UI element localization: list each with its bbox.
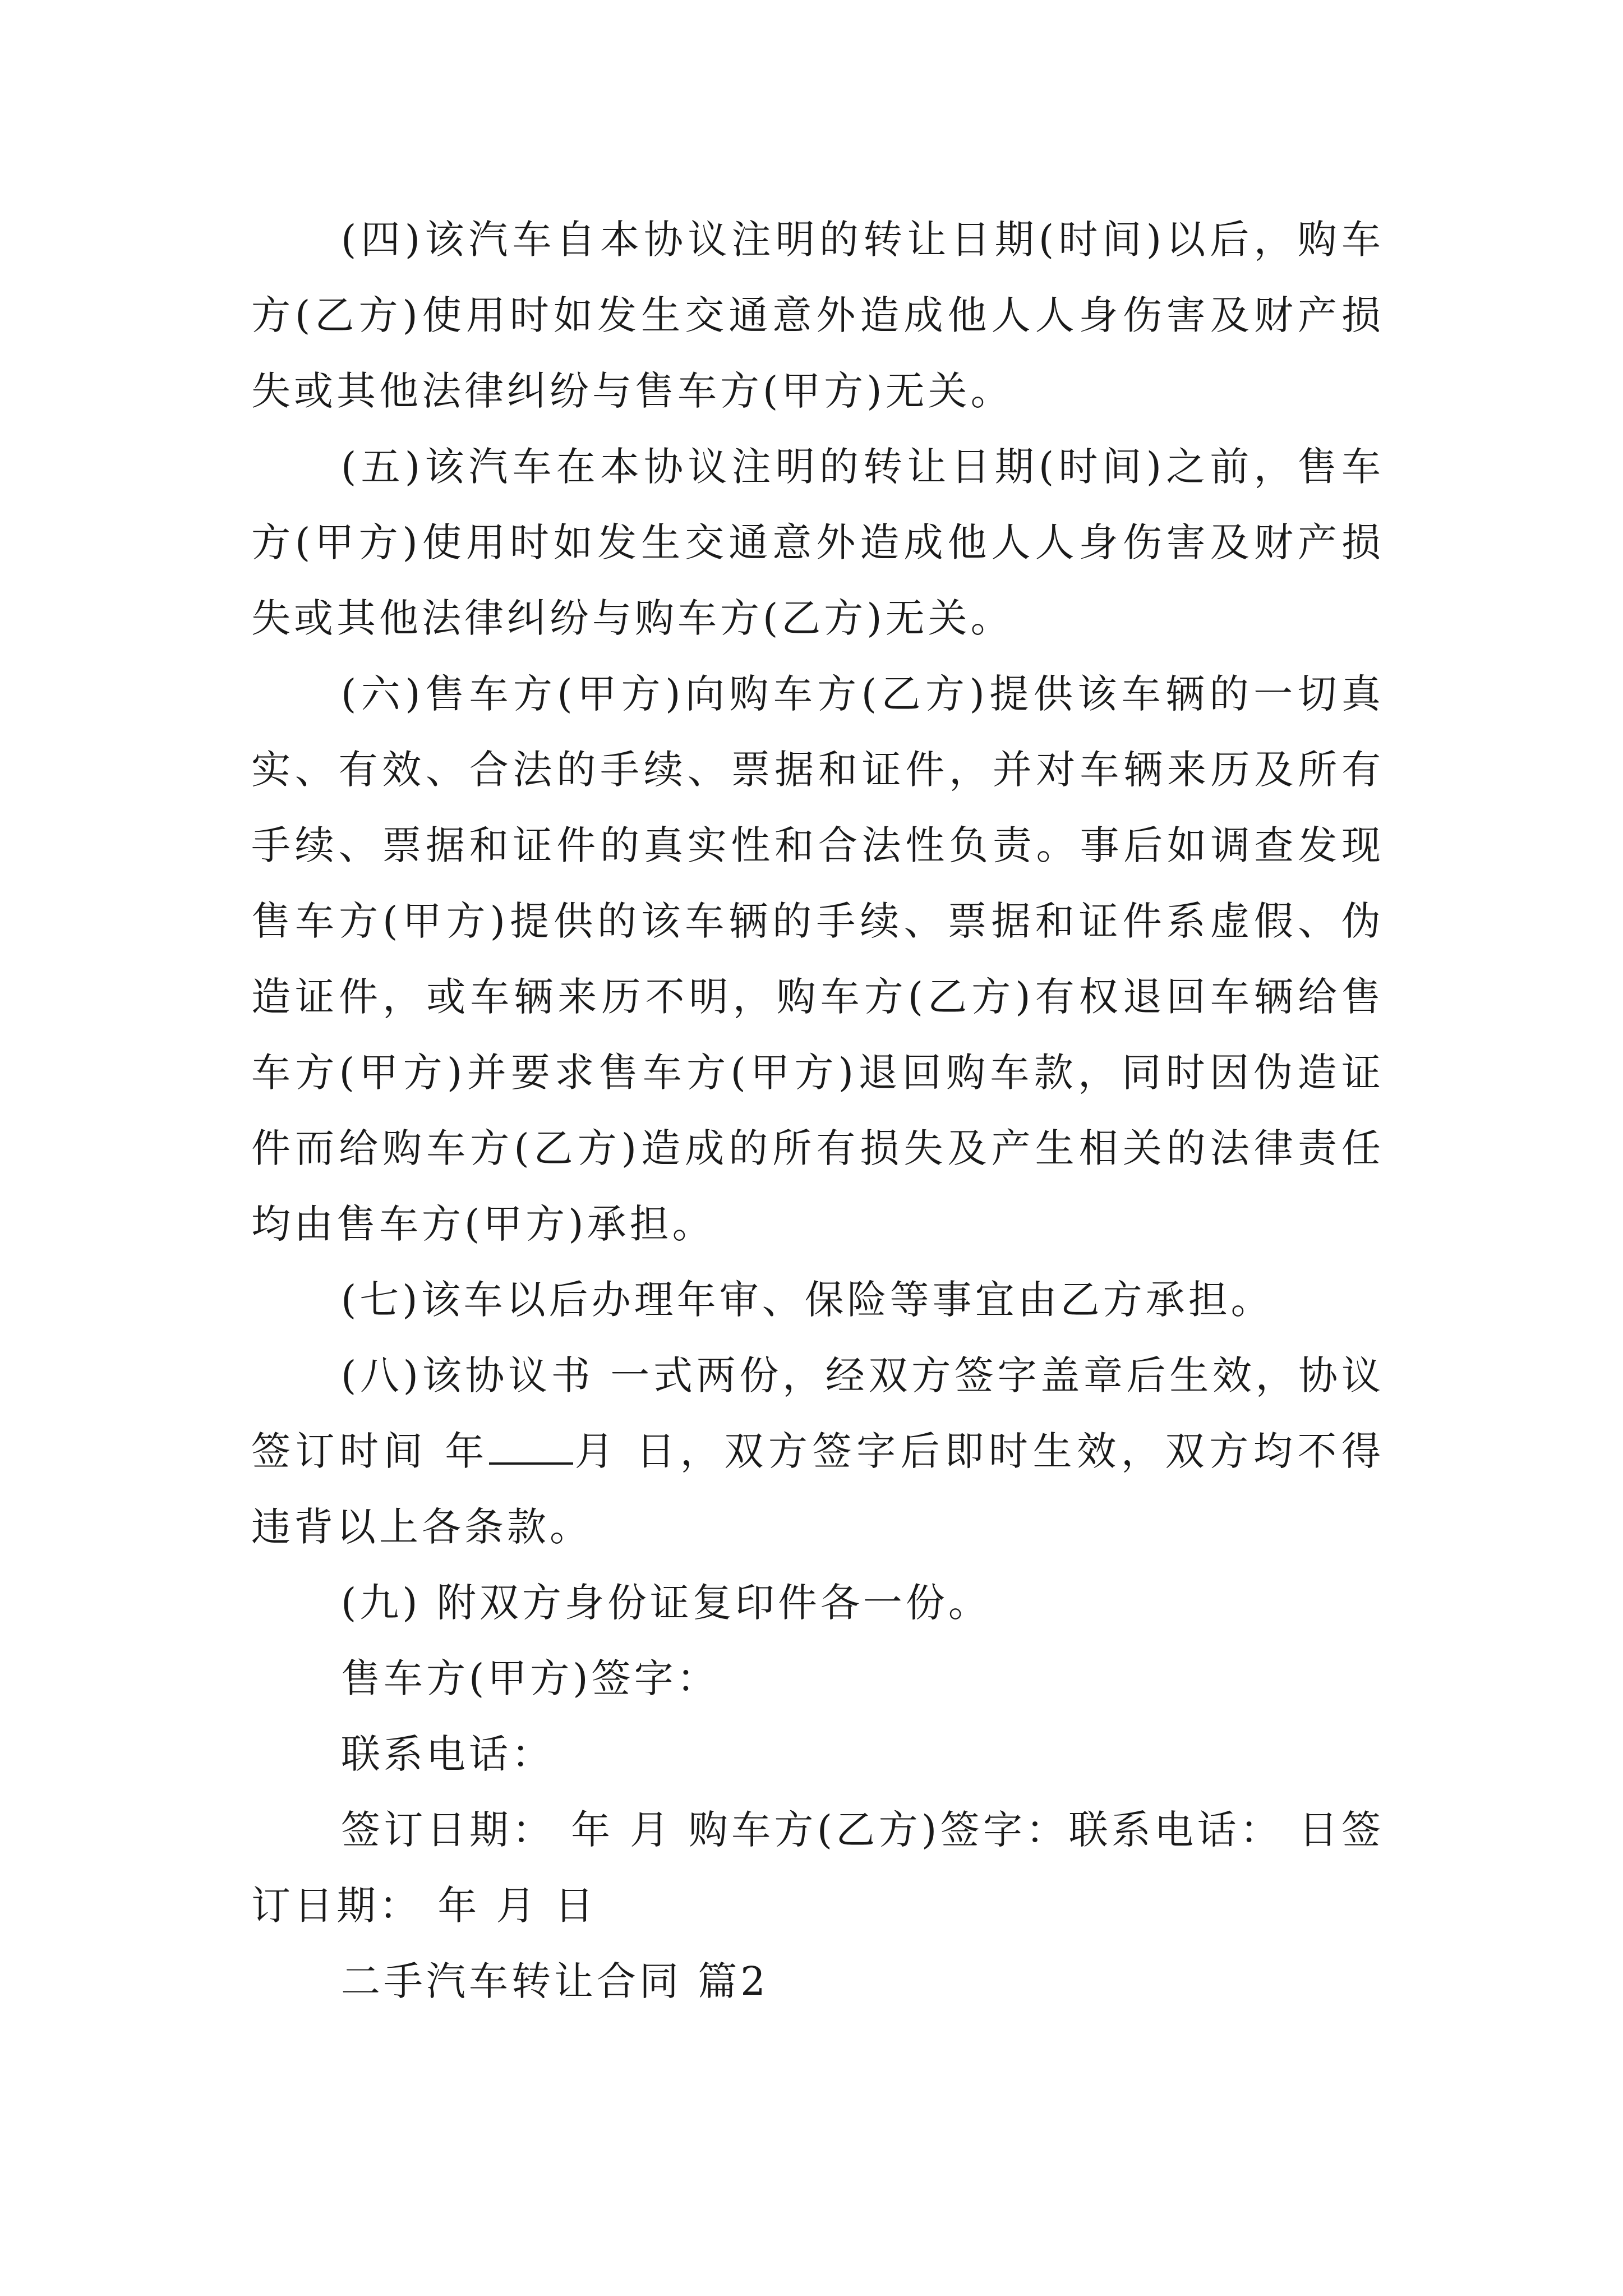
month-blank-line bbox=[489, 1429, 573, 1465]
clause-5: (五)该汽车在本协议注明的转让日期(时间)之前，售车方(甲方)使用时如发生交通意外造成他人人身伤害及财产损失或其他法律纠纷与购车方(乙方)无关。 bbox=[251, 444, 1384, 641]
clause-8-text-1: (八)该协议书 一式两份，经双方签字盖章后生效，协议签订时间 年 bbox=[251, 1352, 1384, 1474]
next-section-title: 二手汽车转让合同 篇2 bbox=[341, 1958, 769, 2004]
clause-8 bbox=[251, 1338, 1384, 1565]
seller-signature-label: 售车方(甲方)签字： bbox=[341, 1655, 720, 1701]
clause-8-text-2: 月 日，双方签字后即时生效，双方均不得违背以上各条款。 bbox=[251, 1428, 1384, 1550]
clause-7: (七)该车以后办理年审、保险等事宜由乙方承担。 bbox=[341, 1277, 1274, 1323]
sign-date-line: 签订日期： 年 月 购车方(乙方)签字：联系电话： 日签订日期： 年 月 日 bbox=[251, 1807, 1384, 1929]
clause-6: (六)售车方(甲方)向购车方(乙方)提供该车辆的一切真实、有效、合法的手续、票据和证件，并对车辆来历及所有手续、票据和证件的真实性和合法性负责。事后如调查发现售车方(甲方)提供的该车辆的手续、票据和证件系虚假、伪造证件，或车辆来历不明，购车方(乙方)有权退回车辆给售车方(甲方)并要求售车方(甲方)退回购车款，同时因伪造证件而给购车方(乙方)造成的所有损失及产生相关的法律责任均由售车方(甲方)承担。 bbox=[251, 671, 1384, 1247]
clause-9: (九) 附双方身份证复印件各一份。 bbox=[341, 1580, 991, 1626]
contact-phone-label: 联系电话： bbox=[341, 1731, 554, 1777]
clause-4: (四)该汽车自本协议注明的转让日期(时间)以后，购车方(乙方)使用时如发生交通意外造成他人人身伤害及财产损失或其他法律纠纷与售车方(甲方)无关。 bbox=[251, 217, 1384, 414]
contract-body bbox=[251, 202, 1384, 2019]
